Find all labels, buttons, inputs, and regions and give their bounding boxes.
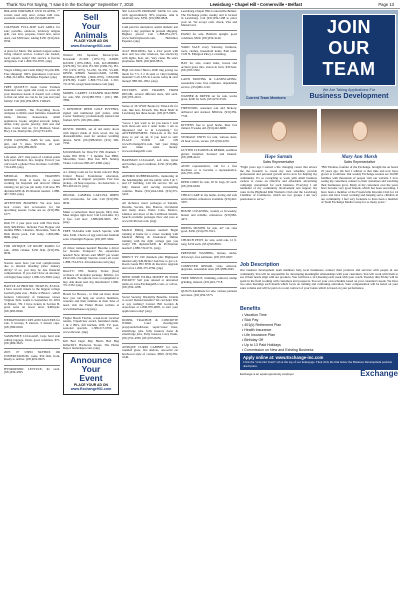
bullet-icon: • xyxy=(242,328,245,332)
job-description xyxy=(240,262,398,290)
ad-divider xyxy=(4,66,60,67)
header-center: Lewisburg • Chapel Hill • Cornersville • Belfast xyxy=(209,1,303,7)
box2-url: www.Exchange931.com xyxy=(70,387,112,392)
bullet-icon: • xyxy=(242,333,245,337)
classified-ad: Kill Bed bugs! Buy Harris Bed Bug Killer/KIT. Hardware Stores, The Home Depot. homedepot.com. (snp) xyxy=(63,339,119,351)
member-title: Sales Representative xyxy=(262,160,295,164)
classified-ad: HARTMAN LUGGAGE, soft side, nylon and leather, good condition, $150. (931)489-3623. xyxy=(122,158,178,170)
classified-ad: A.1 dining room set for brand concert! Help United Breast Foundation education, prevention & support programs. Fast free pickup - 24 hour response - tax deduction. 1-855-403-0213. (snp) xyxy=(63,170,119,189)
benefit-label: 401(k) Retirement Plan xyxy=(244,323,282,327)
ad-divider xyxy=(63,290,119,291)
classified-ad: USED CANNING JARS for sale, quart, pint, and ½ sizes, $3.50/dz. all well organized. (931)389-0020. xyxy=(4,138,60,150)
promo-footer xyxy=(240,367,398,378)
classified-ad: WEDGEWOOD CUPS AND SAUCERS for sale, 9 teacups, 8 saucers, 3 dessert cups. (931)389-0020. xyxy=(4,317,60,329)
benefit-label: Up to 13 Paid Holidays xyxy=(244,343,281,347)
ad-divider xyxy=(181,75,237,76)
sell-your-animals-box xyxy=(63,10,119,51)
join-badge xyxy=(302,14,396,86)
classified-ad: Xarelto users have you had complications due to internal bleeding (after January 2012)? If so, you may be due financial compensation. If you don't have an attorney, call Injuryfone today! 1-800-315-3829. (snp) xyxy=(4,260,60,279)
ad-divider xyxy=(181,92,237,93)
classified-ad: CHURCH PEWS for sale, solid oak, 12 ft. long, $150 each. (931)359-8810. xyxy=(181,238,237,246)
ad-divider xyxy=(181,43,237,44)
ad-divider xyxy=(181,178,237,179)
ad-divider xyxy=(181,287,237,288)
ad-divider xyxy=(181,236,237,237)
eoe-notice: Exchange is an equal opportunity employer. xyxy=(240,371,295,376)
classified-ad: LAWN MOWING & LANDSCAPING, reasonable rates, free estimates, dependable service. (931)982-1120. xyxy=(181,77,237,89)
announce-your-event-box xyxy=(63,353,119,394)
ad-divider xyxy=(181,262,237,263)
ad-divider xyxy=(63,314,119,315)
ad-divider xyxy=(181,224,237,225)
classified-ad: QUILTS handmade for sale, various patterns and sizes. (931)359-5573. xyxy=(181,289,237,297)
ad-divider xyxy=(4,365,60,366)
classified-ad: PRESSURE WASHING, houses, decks, driveways, free estimates. (931)703-9927. xyxy=(181,251,237,259)
ad-divider xyxy=(122,86,178,87)
ad-divider xyxy=(181,249,237,250)
hero-tagline: We Are Taking Applications For xyxy=(322,88,376,92)
join-our-team-promo xyxy=(240,10,398,612)
classified-ad: Medical Billing trainees needed! Begin training at home for a career working with Medical Billing & Insurance! Online training with the right college gets you ready! HS diploma/GED & PC/Internet needed! 1-888-734-6711. (snp) xyxy=(122,228,178,250)
classified-ad: WASHER & DRYER set for sale, works great, $200 for both. (931)270-3318. xyxy=(181,93,237,102)
ad-divider xyxy=(181,191,237,192)
classified-ad: COLEMAN FULL-SIZE GAS GRILL for sale; portable, outdoors, foldaway tailgate grill, cast iron, propane, brand new, never used, cost $300 new, asking $150. (931)224-0556. xyxy=(4,25,60,44)
member-name: Mary Ann Marsh xyxy=(341,155,378,160)
benefit-label: Health Insurance xyxy=(244,328,272,332)
bullet-icon: • xyxy=(242,318,245,322)
classified-ad: FIREWOOD, seasoned oak and hickory, delivered and stacked, $80/rick. (931)359-7726. xyxy=(181,106,237,118)
classified-ad: Hotels for Heroes - to find out more about how you can help our service members, veterans and their families in their time of need, visit the Fisher House website at www.fisherhouse.org (snp) xyxy=(63,292,119,311)
classified-column-2 xyxy=(63,10,119,610)
ad-divider xyxy=(4,47,60,48)
ad-divider xyxy=(122,66,178,67)
team-photo-placeholder xyxy=(246,54,294,96)
classified-ad: Cash paid for unexpired, sealed diabetic test strips! 1 day payment & prepaid shipping. Highest prices! Call 1-888-831-2371, www.TestStripSearch.com. Hablamos Espanol. (snp) xyxy=(122,25,178,44)
classified-column-4 xyxy=(181,10,237,610)
ad-divider xyxy=(181,274,237,275)
header-left: Thank You For Saying, "I saw it in the Exchange" September 7, 2016 xyxy=(6,1,134,7)
classified-ad: PIANO for sale, Baldwin upright, good condition, $500. (931)359-4140. xyxy=(181,32,237,40)
classified-ad: HOUSE CLEANING, weekly or bi-weekly, honest and reliable, references. (931)982-4471. xyxy=(181,209,237,221)
ad-divider xyxy=(4,348,60,349)
ad-divider xyxy=(63,337,119,338)
member-photo xyxy=(321,109,398,153)
member-quote: "Bill Thomas, founder of the Exchange, brought me on board 25 years ago. We had 1 edition at that time and now have grown to 6 editions. Our weekly Exchange readers are 50,000 families with thousands of people visit our website. I love seeing my customers connect to their customers and watching their businesses grow. Many of my customers over the years have become very good friends, which has been rewarding. I have been a member of the Fayetteville Kiwanis Club for 24 years and have loved working and helping serve children in our community. I feel very fortunate to have been a member of Team Exchange Media Group for so many years." xyxy=(321,165,398,205)
classified-ad: ANTIQUE CURIO CABINET for sale, rounded glass, five shelves, one-solid cut hardwood style of corners, $850. (931)359-4140. xyxy=(122,344,178,360)
ad-divider xyxy=(4,153,60,154)
ad-divider xyxy=(63,244,119,245)
classified-ad: FREE VIAGRA with Lunch Special, with lube, $140. Choice of egg salad and fountain soda. Overnight Express. (931)287-5062. xyxy=(63,229,119,241)
ad-divider xyxy=(4,242,60,243)
classified-ad: $19.99/Month for DirecTV. HD channels + Genie HD DVR + 3 months free HBO, Showtime, Starz. Plus free NFL Sunday Ticket. Call now 800-457-4398. (snp) xyxy=(63,150,119,165)
ad-divider xyxy=(63,105,119,106)
box-line-2: Your xyxy=(81,20,101,31)
ad-divider xyxy=(122,23,178,24)
page-header xyxy=(0,0,400,9)
ad-divider xyxy=(4,259,60,260)
box-sub: PLACE YOUR AD ON xyxy=(74,39,108,44)
box2-line-2: Your xyxy=(81,364,101,375)
ad-divider xyxy=(122,316,178,317)
apply-title[interactable]: Apply online at: www.Exchange-inc.com xyxy=(243,355,324,360)
classified-ad: MEDICAL BILLING TRAINEES NEEDED! Train at home for a career working for hospitals and doctors! Online training can get you job ready. Call now. HS diploma/GED & PC/Internet needed. 1-888-407-7063. (snp) xyxy=(4,174,60,197)
classified-ad: RUSTIC DOORS, set of old rustic doors with impact made of barn wood, the top disassemblable, used for outdoor wedding photos, $250. (931)388-9910, (931) 309-7550. xyxy=(63,127,119,146)
ad-divider xyxy=(181,133,237,134)
bullet-icon: • xyxy=(242,343,245,347)
ad-divider xyxy=(122,226,178,227)
classified-ad: SAMSONITE LUGGAGE, large hard side rolling luggage, black, good condition, $75. (931)489-3623. xyxy=(4,334,60,346)
classified-column-1 xyxy=(4,10,60,610)
classified-ad: DOZER, TRACHOE & CONCRETE WORK. Land clearing/site prep/ponds/bulldozer, septic/water lines, small/large jobs, fully insured, dozer & small/large jobs, Fully insured, Larry Pruitt, (931)752-4780. (931)703-8236. xyxy=(122,317,178,340)
ad-divider xyxy=(4,219,60,220)
classified-ad: DIGITAL CAMERA CAP-LEIA 4800W with accessories, for sale. Call (931)359-0036. xyxy=(63,193,119,205)
classified-ad: 3 KENNEDY REED GOLF PUTTERS, signed and numbered golf putter, Allie Cooter Turnberry; professionally stained and framed, $375. (931)381-4961. xyxy=(63,107,119,122)
classified-ad: GUTTER CLEANING & REPAIR, seamless gutters installed, licensed and insured. (931)388-4412. xyxy=(181,148,237,160)
ad-divider xyxy=(122,102,178,103)
member-photo xyxy=(240,109,317,153)
ad-divider xyxy=(122,172,178,173)
classified-ad: 500 GALLON PROPANE TANK for sale, with approximately 30% propane, tank is relatively new. $350. (931)580-9828. xyxy=(122,10,178,21)
ad-divider xyxy=(122,293,178,294)
ad-divider xyxy=(63,191,119,192)
ad-divider xyxy=(122,343,178,344)
classified-ad: NEED SOME EXTRA MONEY IN YOUR POCKET? Sell your unused or unwanted items on www.Exchange931.com, or call us, (931)359-1188. xyxy=(122,274,178,290)
benefit-label: Life Insurance Plan xyxy=(244,333,276,337)
bullet-icon: • xyxy=(242,313,245,317)
ad-divider xyxy=(122,47,178,48)
ad-divider xyxy=(122,253,178,254)
classified-ad: DIRECT TV 190 channels plus Highspeed internet only $49.99/mo! Ask how to get a 4-Room Genie HD DVR & Receiver upgrade and a free 1-800-375-0784. (snp) xyxy=(122,254,178,270)
box-url: www.Exchange931.com xyxy=(70,43,112,48)
bullet-icon: • xyxy=(242,323,245,327)
classified-ad: Wanted Old Japanese Motorcycles. Kawasaki Z1-900 (1972-75), KZ900, KZ1000 (1976-1982), Z1R, KZ1000MK2 (1979-80), W1-650, H1-500 (1969-72), H2-750 (1972-1975), S1-250, S2-350, S3-400, KH250, KH400, Suzuki-GS400, GT380, HONDA-CB750K (1969-1976), CBX1000 (1979-80). Cash!! 1-800-772-1142. 1-310-721-0726. usa@classicrunners.com (snp) xyxy=(63,53,119,86)
ad-divider xyxy=(63,148,119,149)
classified-ad: FOR ANTIQUE UP RIGHT RADIO for sale, 1930s cabinet. $150 firm. (931)359-0036. xyxy=(4,244,60,256)
benefits-title: Benefits xyxy=(240,306,261,312)
classified-ad: CHILD CARE in my home, loving and safe environment, references available. (931)422-3307. xyxy=(181,193,237,205)
ad-divider xyxy=(63,89,119,90)
classified-ad: AVON representative, call for a free brochure or to become a representative. (931)703-1184. xyxy=(181,164,237,176)
classified-ad: YARD SALE every Saturday, furniture, tools, clothes, household items, 8am until. 1520 N. Ellington Pkwy, Lewisburg. xyxy=(181,45,237,57)
classified-ad: Make a connection. Real people, flirty chat. Meet singles right now! Call LiveLinks. Try it free. Call now: 1-888-909-9905. 18+. (snp) xyxy=(63,209,119,225)
apply-text: Click the "Join Our Team" tab at the top of our homepage. Then click the link below the Business Development position description. xyxy=(243,360,393,368)
bullet-icon: • xyxy=(242,338,245,342)
exchange-logo: Exchange xyxy=(360,369,398,378)
classified-ad: "Grow, I just want to let you know I sold both moto-ads and 2 outer items. I am so impressed and so in Lewisburg," for ADVERTISEMENT. Time-Life is the best place to put an ad, if you need to sell! PLACE YOUR AD ON www.Exchange931.com. Sell your things and make some money. www.exchange931.com xyxy=(122,120,178,153)
classified-ad: MODEL CARPET CLEANER MACHINE for sale, $50. (931)388-7833 / (931) 388-7866. xyxy=(63,91,119,103)
ad-divider xyxy=(181,207,237,208)
classified-ad: FREE QUOTE!!! Jason Carter Farmers Insurance new agent and ready to serve all your insurance needs. It doesn't cost a thing to find out what we can do for you and your family! Call (931)359-9876. TODAY. xyxy=(4,84,60,103)
ad-divider xyxy=(4,282,60,283)
classified-ad: HYDROPONIC LETTUCE, $2 each. (931)636-4395. xyxy=(4,366,60,375)
classified-ad: Flagler Beach Florida, ocean-front vacation rentals, Tripadvisor award, furnished studio, 1 & 2 BR's, full kitchen, Wifi, TV, pool, seasonal specials. 1-386-517-6700, or, www.dbcr.net. (snp) xyxy=(63,315,119,334)
benefit-label: Vacation Time xyxy=(244,313,267,317)
portrait-icon xyxy=(352,121,368,141)
hero-caption: Current Team Members xyxy=(246,96,286,100)
ad-divider xyxy=(181,121,237,122)
ad-divider xyxy=(4,23,60,24)
benefits-list xyxy=(240,313,398,353)
ad-divider xyxy=(4,332,60,333)
job-title: Job Description xyxy=(240,262,280,268)
ad-divider xyxy=(4,316,60,317)
benefits xyxy=(240,306,398,353)
ad-divider xyxy=(122,156,178,157)
classified-ad: STORAGE UNITS for rent, various sizes, 24 hour access, secure. (931)359-2250. xyxy=(181,135,237,143)
classified-ad: ADFORD RUBBERGGING, mentoring in the handlingship and the public with 3 & 7, and 13' building, Call the service. We are fully insured and serving surrounding counties. Home. (931)244-1664. (931)375-5410. xyxy=(122,174,178,197)
classified-ad: PICTURES AND FRAMES FROM DECOR, several different sizes, $10 each. (931)703-2613. xyxy=(122,88,178,100)
classified-ad: A place for Mom. The nation's largest senior living referral service. Contact our trusted, local experts today! Our service is free/no obligation. Call 1-800-355-8705. (snp) xyxy=(4,48,60,64)
ad-divider xyxy=(181,146,237,147)
classified-ad: All inclusive resort packages at Sandals, Dreams, Secrets, Rio, Bancas, Occidental and many more. Punta Cana, Mexico, Jamaica and more of the Caribbean Islands. Search available packages Now and save at www.NCPtravel.com. (snp) xyxy=(122,201,178,223)
box-line-3: Animals xyxy=(74,29,108,40)
hero-role: Business Development xyxy=(309,91,389,100)
ad-divider xyxy=(63,267,119,268)
classified-ad: Series of 26 WWII Books by Time-Life for sale, like new, $5/each. The Book Shelf in Lewisburg has these books. (931)273-8005. xyxy=(122,104,178,116)
classified-ad: Lewisburg-Chapel Hill-Cornersville-Belfast. The Exchange prints weekly and is located in Lewisburg. Call (931)359-1188 to place your ad. We accept cash, check, Visa and MasterCard. xyxy=(181,10,237,28)
member-name: Hope Sartain xyxy=(264,155,293,160)
hero-role-block xyxy=(300,88,398,99)
box2-sub: PLACE YOUR AD ON xyxy=(74,382,108,387)
ad-divider xyxy=(4,136,60,137)
ad-divider xyxy=(122,199,178,200)
box-line-1: Sell xyxy=(83,12,99,22)
classified-ad: 4'x12' BUILDING, has a 4'x4' porch with door and two side windows, has electricity with lights, heat, AC. Very clean. Be one's playhouse, $900. (931)993-8815. xyxy=(122,48,178,64)
benefit-label: Birthday Off xyxy=(244,338,264,342)
classified-ad: TREE SERVICE, trimming, removal, stump grinding, insured. (931)422-7718. xyxy=(181,276,237,284)
ad-divider xyxy=(181,30,237,31)
ad-divider xyxy=(122,273,178,274)
member-title: Sales Representative xyxy=(343,160,376,164)
classified-column-3 xyxy=(122,10,178,610)
ad-divider xyxy=(181,162,237,163)
ad-divider xyxy=(63,227,119,228)
box2-line-1: Announce xyxy=(70,355,112,366)
classified-ad: GOOD GOODS, The Everything Store. Antiques to thrifts; used furniture, household items, fixtures, housewares, small appliances, books, original artwork; lamps; tables, baby goods; jewelry; dish sets and more. Come visit us. 511 Madison Street. Hwy 41A, Shelbyville. (931)733-4335. xyxy=(4,107,60,134)
hero-team: TEAM xyxy=(322,59,376,79)
benefit-label: Commission on New and Existing Business xyxy=(244,348,314,352)
classified-ad: Viagra 100mg and Cialis 20mg! 50 pills $99. Free shipping! 100% guaranteed. Call now! 1-866-312-6061. Hablamos Espanol. (snp) xyxy=(4,68,60,80)
classified-ad: KITTENS free to good home, litter box trained, 8 weeks old. (931)422-6690. xyxy=(181,122,237,131)
ad-divider xyxy=(181,104,237,105)
classified-ad: COMPUTER REPAIR, virus removal, upgrades, reasonable rates. (931)388-2045. xyxy=(181,263,237,272)
ad-divider xyxy=(122,119,178,120)
ad-divider xyxy=(4,106,60,107)
ad-divider xyxy=(4,199,60,200)
classified-ad: DEER CORN for sale, 50 lb. bags, $7 each. (931)359-6639. xyxy=(181,180,237,189)
classified-ad: 2007, 07 USED SKYBOX OR UNDERSTADIUM. come, $50 firm, from. Ready to deliver. (931)619-9023. xyxy=(4,350,60,362)
hero-our: OUR xyxy=(328,38,370,58)
job-text: Our business development team members help local businesses connect their products and services with people in our community. You will be responsible for developing meaningful relationships with your customers. You will work with them to see if their needs align with our products. You will have a 121 meeting each week with your coach. Tuesday thru Friday will be spent in the field working with customers and prospects. You set your own schedule based on your customer's needs. We have two sales meetings each month which focus on training and continuing education. Your compensation will be based on your sales volume and will be paid on a total contract of your bonus which is based on your performance. xyxy=(240,268,398,290)
header-page-number: Page 13 xyxy=(378,1,394,7)
classified-ad: Social Security Disability Benefits. Unable to work? Denied benefits? We can help! Win or pay nothing! Contact Bill Gordon & Associates at 1-800-870-4805, to start your application today! (snp) xyxy=(122,294,178,313)
classified-ad: RIDING MOWER for sale, 42" cut, runs good, $450. (931)270-5521. xyxy=(181,225,237,234)
ad-divider xyxy=(63,208,119,209)
classified-ad: BOLAND PORTABLE DVD PLAYER, 7" screen, used only once, comes with case, excellent condition, $40. (931)489-6078. xyxy=(4,10,60,21)
classified-ad: DirecTV: NFL Sunday Ticket (free) w/choice all included package. $60/mo. for 24 months. No upfront costs or equipment to buy. Ask about next day installation! 1-800-371-5352. (snp) xyxy=(63,269,119,288)
box2-line-3: Event xyxy=(79,372,103,383)
team-member-mary-ann xyxy=(321,109,398,259)
classified-ad: High cab drive! Haul a 2000 ring paving too much for 7.5, 5 2 th steel or vinyl building material? Call LNS in Loretto today & save money! 888-391-1852. (snp) xyxy=(122,68,178,83)
classified-ad: HAY for sale, round bales, fescue and orchard grass mix, stored in barn, $35/bale. (931)703-5502. xyxy=(181,61,237,73)
team-members xyxy=(240,109,398,259)
bullet-icon: • xyxy=(242,348,245,352)
ad-divider xyxy=(4,83,60,84)
team-member-hope xyxy=(240,109,317,259)
classified-ad: Dish TV 2 year price lock with Flex Pack. Only $49.99/mo. Includes Free Hopper and months HBO, Cinemax, Showtime, Starz & Dish Movie pack. Call today. 1-800-686-9986. (snp) xyxy=(4,221,60,240)
hero-join: JOIN xyxy=(326,17,371,37)
ad-divider xyxy=(63,168,119,169)
member-quote: "Eight years ago I started a life changing career that allows me the freedom to create my own schedule, provide professional and personal growth and is now for helping my community. It's so rewarding to work with small business owners to create an effective and affordable advertising campaign customized for each business. Everyday I am reminded of my community involvement and support my roles in the Highland Rim Women's Club and the Lewisburg Chamber of Commerce, which are two groups I am very passionate to serve." xyxy=(240,165,317,201)
portrait-icon xyxy=(271,121,287,141)
ad-divider xyxy=(181,59,237,60)
classified-ad: Life Alert, 24/7. One press of a button sends help fast! Medical, fire, burglar. Even if you can't reach a phone! Free brochure. Call 800-716-2438. (snp) xyxy=(4,154,60,170)
classified-ad: 22 driver trainees needed! Become a driver for Stevens Transport! No experience needed! New drivers earn $800+ per week! Paid CDL training! Stevens covers all costs! 1-888-734-6714. drive4stevens.com (snp) xyxy=(63,245,119,264)
ad-divider xyxy=(63,125,119,126)
ad-divider xyxy=(4,172,60,173)
classified-ad: BATTLE AT BRISTOL TICKETS, 8/10/16. I have several tickets to the biggest college football game ever - Battle at Bristol - which features University of Tennessee verses Virginia Tech. Game is September 10, 2016 in Bristol, TN. I have tickets in Section B, great seats on lower level. $400/pair. (931)993-8040. xyxy=(4,283,60,313)
benefit-label: Sick Pay xyxy=(244,318,259,322)
classified-ad: ATTENTION BOATERS: We now have boat covers and accessories for the upcoming season. Come see us. (931)389-1077. xyxy=(4,201,60,216)
